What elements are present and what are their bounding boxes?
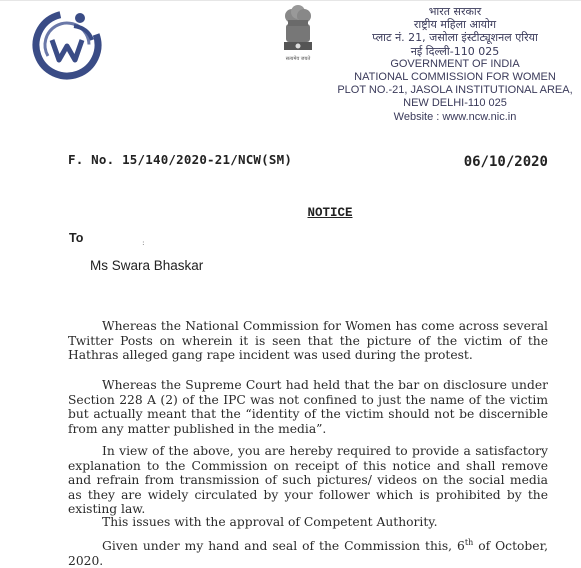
paragraph-1: Whereas the National Commission for Women has come across several Twitter Posts on wherein it is seen that the picture of the victim of the Hathras alleged gang rape incident was used during the protest. (68, 319, 548, 363)
emblem-caption: सत्यमेव जयते (285, 56, 311, 62)
paragraph-3: In view of the above, you are hereby required to provide a satisfactory explanation to the Commission on receipt of this notice and shall remove and refrain from transmission of such pictures/ videos on the social media as they are widely circulated by your follower which is prohibited by the existing law. (68, 444, 548, 517)
national-emblem-icon (278, 2, 318, 64)
hindi-line: नई दिल्ली-110 025 (410, 44, 500, 58)
paragraph-4: This issues with the approval of Competent Authority. (102, 515, 438, 529)
redaction-mark: : (142, 238, 145, 247)
ordinal-suffix: th (464, 537, 474, 547)
paragraph-5-text-end: of October, 2020. (68, 539, 549, 568)
hindi-line: राष्ट्रीय महिला आयोग (413, 18, 497, 32)
top-edge (0, 0, 581, 1)
to-label: To (69, 231, 84, 245)
paragraph-5-text: Given under my hand and seal of the Commission this, 6 (102, 539, 465, 553)
paragraph-5 (68, 539, 548, 568)
letterhead-address (335, 5, 575, 124)
file-number: F. No. 15/140/2020-21/NCW(SM) (68, 152, 293, 167)
english-line: PLOT NO.-21, JASOLA INSTITUTIONAL AREA, (337, 84, 573, 97)
ncw-logo-icon (30, 6, 104, 80)
paragraph-2: Whereas the Supreme Court had held that the bar on disclosure under Section 228 A (2) of the IPC was not confined to just the name of the victim but actually meant that the “identity of the victim should not be discernible from any matter published in the media”. (68, 378, 548, 436)
english-line: NEW DELHI-110 025 (403, 97, 507, 110)
notice-date: 06/10/2020 (463, 154, 548, 170)
hindi-line: भारत सरकार (428, 5, 482, 18)
english-line: NATIONAL COMMISSION FOR WOMEN (354, 71, 556, 84)
recipient-name: Ms Swara Bhaskar (90, 258, 204, 273)
english-line: GOVERNMENT OF INDIA (390, 57, 520, 70)
website-line: Website : www.ncw.nic.in (393, 110, 517, 123)
hindi-line: प्लाट नं. 21, जसोला इंस्टीट्यूशनल एरिया (372, 31, 538, 45)
notice-title: NOTICE (307, 206, 353, 220)
